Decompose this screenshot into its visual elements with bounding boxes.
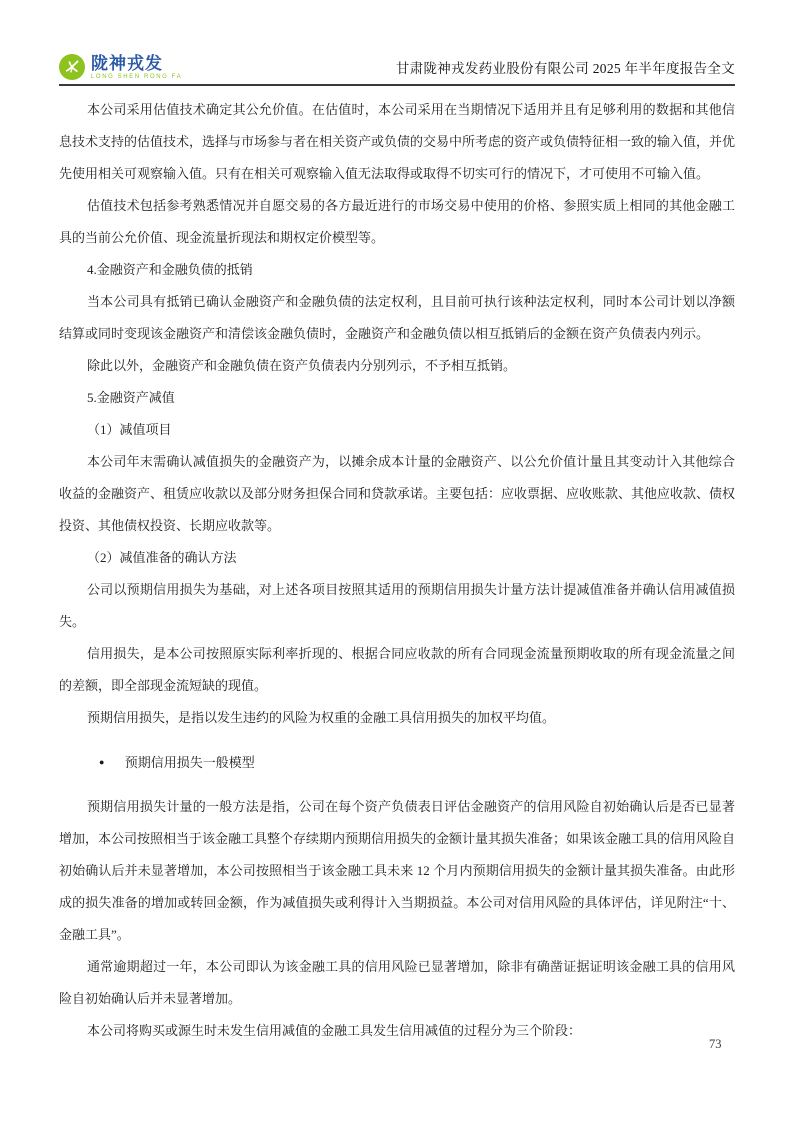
paragraph-valuation-methods: 估值技术包括参考熟悉情况并自愿交易的各方最近进行的市场交易中使用的价格、参照实质上相同的其他金融工具的当前公允价值、现金流量折现法和期权定价模型等。	[59, 198, 735, 245]
company-logo-icon	[59, 54, 85, 80]
paragraph-ecl-general-method: 预期信用损失计量的一般方法是指，公司在每个资产负债表日评估金融资产的信用风险自初始确认后是否已显著增加，本公司按照相当于该金融工具整个存续期内预期信用损失的金额计量其损失准备；如果该金融工具的信用风险自初始确认后并未显著增加，本公司按照相当于该金融工具未来 12 个月内预期信用损失的金额计量其损失准备。由此形成的损失准备的增加或转回金额，作为减值损失或利得计入当期损益。本公司对信用风险的具体评估，详见附注“十、金融工具”。	[59, 799, 736, 942]
page-header	[59, 44, 735, 86]
company-logo	[59, 54, 182, 80]
paragraph-ecl-basis: 公司以预期信用损失为基础，对上述各项目按照其适用的预期信用损失计量方法计提减值准备并确认信用减值损失。	[59, 582, 735, 629]
document-body	[59, 94, 735, 1047]
paragraph-ecl-definition: 预期信用损失，是指以发生违约的风险为权重的金融工具信用损失的加权平均值。	[86, 710, 555, 725]
paragraph-impairment-scope: 本公司年末需确认减值损失的金融资产为，以摊余成本计量的金融资产、以公允价值计量且其变动计入其他综合收益的金融资产、租赁应收款以及部分财务担保合同和贷款承诺。主要包括：应收票据、应收账款、其他应收款、债权投资、其他债权投资、长期应收款等。	[59, 454, 736, 533]
paragraph-credit-loss-definition: 信用损失，是本公司按照原实际利率折现的、根据合同应收款的所有合同现金流量预期收取的所有现金流量之间的差额，即全部现金流短缺的现值。	[59, 646, 735, 693]
page-number: 73	[709, 1037, 722, 1051]
paragraph-three-stages-intro: 本公司将购买或源生时未发生信用减值的金融工具发生信用减值的过程分为三个阶段：	[86, 1023, 581, 1038]
report-header-title: 甘肃陇神戎发药业股份有限公司 2025 年半年度报告全文	[395, 61, 735, 76]
heading-impairment: 5.金融资产减值	[86, 390, 175, 405]
bullet-list-item-ecl-general-model	[59, 746, 735, 779]
paragraph-offsetting-rule: 当本公司具有抵销已确认金融资产和金融负债的法定权利，且目前可执行该种法定权利，同时本公司计划以净额结算或同时变现该金融资产和清偿该金融负债时，金融资产和金融负债以相互抵销后的金额在资产负债表内列示。	[59, 294, 735, 341]
bullet-item-label: 预期信用损失一般模型	[124, 755, 255, 770]
company-logo-name-en: LONG SHEN RONG FA	[91, 73, 183, 80]
paragraph-overdue-rule: 通常逾期超过一年，本公司即认为该金融工具的信用风险已显著增加，除非有确凿证据证明该金融工具的信用风险自初始确认后并未显著增加。	[59, 959, 735, 1006]
heading-offsetting: 4.金融资产和金融负债的抵销	[86, 262, 253, 277]
paragraph-valuation-technique: 本公司采用估值技术确定其公允价值。在估值时，本公司采用在当期情况下适用并且有足够利用的数据和其他信息技术支持的估值技术，选择与市场参与者在相关资产或负债的交易中所考虑的资产或负债特征相一致的输入值，并优先使用相关可观察输入值。只有在相关可观察输入值无法取得或取得不切实可行的情况下，才可使用不可输入值。	[59, 102, 736, 181]
bullet-icon: ●	[99, 757, 105, 767]
paragraph-offsetting-exception: 除此以外，金融资产和金融负债在资产负债表内分别列示，不予相互抵销。	[86, 358, 516, 373]
company-logo-text	[91, 55, 182, 80]
heading-impairment-items: （1）减值项目	[86, 422, 172, 437]
heading-provision-method: （2）减值准备的确认方法	[86, 550, 237, 565]
company-logo-name-cn: 陇神戎发	[91, 53, 163, 73]
